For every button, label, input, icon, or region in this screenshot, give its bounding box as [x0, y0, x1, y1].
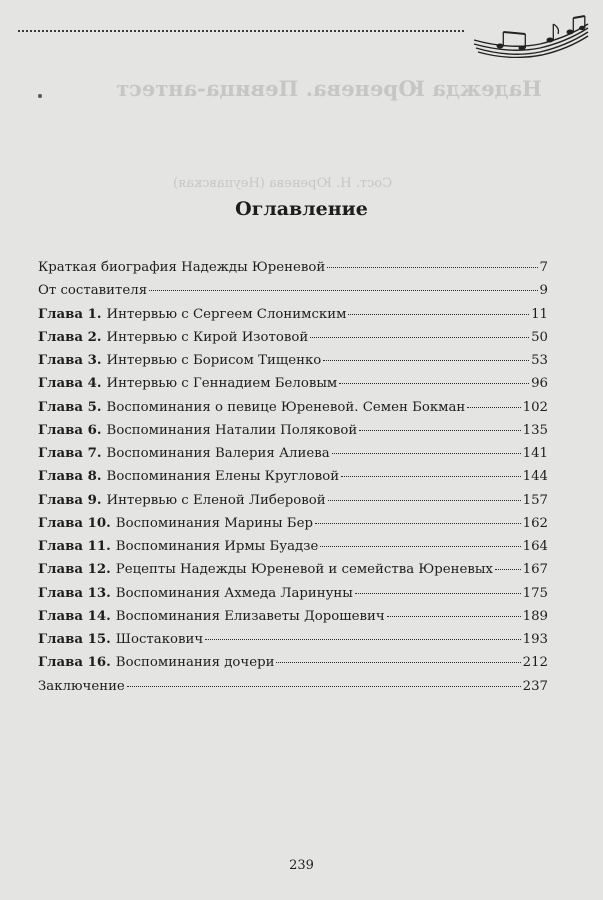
toc-entry[interactable] — [38, 419, 548, 442]
toc-page-number: 189 — [522, 608, 548, 624]
toc-chapter-label: Глава 8. — [38, 469, 102, 485]
dot-leader — [339, 383, 529, 384]
toc-entry[interactable] — [38, 558, 548, 581]
music-notes-icon — [470, 14, 592, 58]
toc-entry[interactable] — [38, 372, 548, 395]
toc-title: Интервью с Геннадием Беловым — [106, 376, 338, 392]
toc-entry[interactable] — [38, 326, 548, 349]
toc-entry[interactable] — [38, 582, 548, 605]
toc-entry[interactable] — [38, 535, 548, 558]
toc-title: Интервью с Сергеем Слонимским — [106, 306, 347, 322]
toc-entry[interactable] — [38, 349, 548, 372]
toc-page-number: 193 — [522, 632, 548, 647]
bleed-through-title: Надежда Юренева. Певица-антест — [116, 76, 542, 101]
toc-page-number: 162 — [522, 515, 548, 531]
toc-entry[interactable] — [38, 489, 548, 512]
toc-page-number: 102 — [522, 399, 548, 415]
toc-entry[interactable] — [38, 465, 548, 488]
toc-chapter-label: Глава 13. — [38, 585, 111, 601]
dot-leader — [320, 546, 520, 547]
dot-leader — [355, 593, 521, 594]
toc-title: Интервью с Кирой Изотовой — [106, 329, 309, 345]
table-of-contents — [38, 256, 548, 698]
toc-entry[interactable] — [38, 279, 548, 302]
bleed-through-author: Сост. Н. Юренева (Неупавская) — [173, 176, 393, 191]
toc-entry[interactable] — [38, 396, 548, 419]
page-number: 239 — [289, 858, 314, 873]
toc-chapter-label: Глава 15. — [38, 632, 111, 647]
toc-chapter-label: Глава 9. — [38, 492, 102, 508]
toc-page-number: 135 — [522, 422, 548, 438]
toc-title: Воспоминания Ахмеда Ларинуны — [115, 585, 353, 601]
toc-page-number: 237 — [522, 678, 548, 694]
dot-leader — [149, 290, 537, 291]
toc-page-number: 175 — [522, 585, 548, 601]
toc-title: Воспоминания о певице Юреневой. Семен Бокман — [106, 399, 466, 415]
toc-title: Шостакович — [115, 632, 204, 647]
toc-page-number: 164 — [522, 539, 548, 554]
dot-leader — [323, 360, 529, 361]
toc-page-number: 141 — [522, 446, 548, 461]
toc-title: Воспоминания Ирмы Буадзе — [115, 539, 319, 554]
toc-chapter-label: Глава 11. — [38, 539, 111, 554]
toc-title: Воспоминания Елены Кругловой — [106, 469, 340, 485]
header-dotted-rule — [18, 30, 464, 32]
dot-leader — [495, 569, 521, 570]
toc-title: Воспоминания Марины Бер — [115, 515, 313, 531]
dot-leader — [387, 616, 521, 617]
toc-title: Интервью с Борисом Тищенко — [106, 353, 322, 368]
toc-page-number: 144 — [522, 469, 548, 485]
page-title: Оглавление — [235, 198, 368, 220]
dot-leader — [359, 430, 520, 431]
dot-leader — [341, 476, 521, 477]
dot-leader — [328, 500, 521, 501]
toc-page-number: 167 — [522, 562, 548, 578]
toc-entry[interactable] — [38, 651, 548, 674]
toc-page-number: 9 — [539, 283, 548, 299]
toc-page-number: 50 — [531, 329, 548, 345]
toc-chapter-label: Глава 4. — [38, 376, 102, 392]
toc-entry[interactable] — [38, 628, 548, 651]
toc-chapter-label: Глава 16. — [38, 655, 111, 671]
dot-leader — [276, 662, 520, 663]
toc-chapter-label: Глава 12. — [38, 562, 111, 578]
dot-leader — [127, 686, 521, 687]
toc-title: Воспоминания Наталии Поляковой — [106, 422, 358, 438]
toc-page-number: 96 — [531, 376, 548, 392]
toc-chapter-label: Глава 5. — [38, 399, 102, 415]
toc-chapter-label: Глава 14. — [38, 608, 111, 624]
toc-page-number: 7 — [539, 260, 548, 275]
toc-chapter-label: Глава 10. — [38, 515, 111, 531]
ink-dot — [38, 94, 42, 98]
toc-entry[interactable] — [38, 675, 548, 698]
toc-chapter-label: Глава 6. — [38, 422, 102, 438]
dot-leader — [315, 523, 521, 524]
toc-entry[interactable] — [38, 605, 548, 628]
toc-page-number: 11 — [531, 306, 548, 322]
toc-entry[interactable] — [38, 512, 548, 535]
toc-chapter-label: Глава 1. — [38, 306, 102, 322]
toc-title: От составителя — [38, 283, 148, 299]
toc-chapter-label: Глава 7. — [38, 446, 102, 461]
toc-title: Воспоминания Елизаветы Дорошевич — [115, 608, 385, 624]
dot-leader — [327, 267, 537, 268]
toc-page-number: 212 — [522, 655, 548, 671]
dot-leader — [348, 314, 529, 315]
toc-page-number: 53 — [531, 353, 548, 368]
toc-entry[interactable] — [38, 256, 548, 279]
toc-title: Рецепты Надежды Юреневой и семейства Юреневых — [115, 562, 493, 578]
dot-leader — [205, 639, 520, 640]
toc-entry[interactable] — [38, 303, 548, 326]
toc-title: Интервью с Еленой Либеровой — [106, 492, 326, 508]
toc-title: Краткая биография Надежды Юреневой — [38, 260, 326, 275]
dot-leader — [467, 407, 520, 408]
toc-chapter-label: Глава 2. — [38, 329, 102, 345]
toc-title: Заключение — [38, 678, 125, 694]
toc-page-number: 157 — [522, 492, 548, 508]
toc-title: Воспоминания Валерия Алиева — [106, 446, 330, 461]
toc-chapter-label: Глава 3. — [38, 353, 102, 368]
dot-leader — [332, 453, 521, 454]
toc-entry[interactable] — [38, 442, 548, 465]
toc-title: Воспоминания дочери — [115, 655, 275, 671]
dot-leader — [310, 337, 529, 338]
